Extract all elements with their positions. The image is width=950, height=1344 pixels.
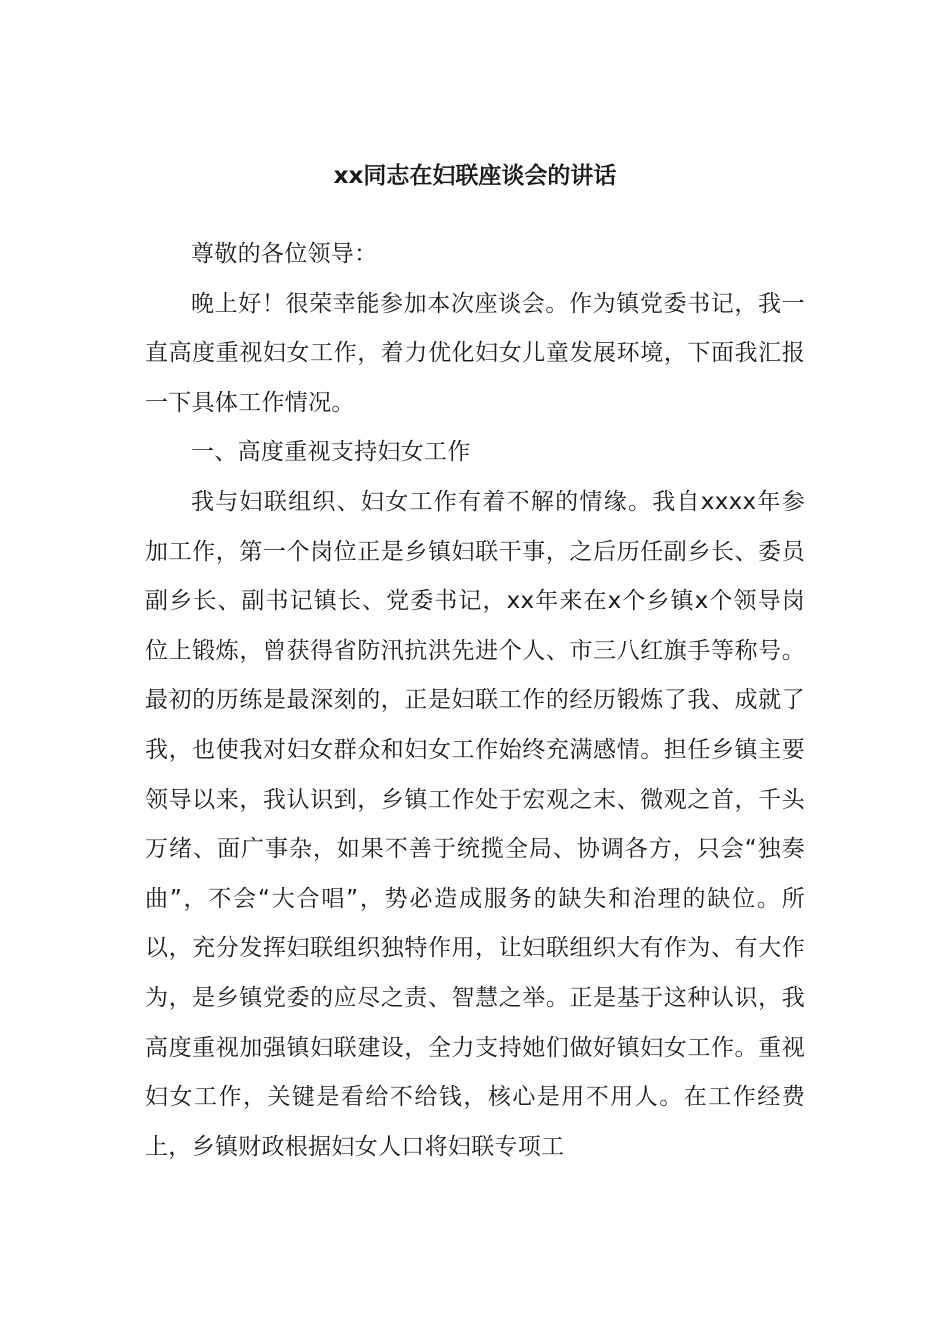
body-paragraph: 我与妇联组织、妇女工作有着不解的情缘。我自xxxx年参加工作，第一个岗位正是乡镇妇联干事，之后历任副乡长、委员副乡长、副书记镇长、党委书记，xx年来在x个乡镇x个领导岗位上锻炼，曾获得省防汛抗洪先进个人、市三八红旗手等称号。最初的历练是最深刻的，正是妇联工作的经历锻炼了我、成就了我，也使我对妇女群众和妇女工作始终充满感情。担任乡镇主要领导以来，我认识到，乡镇工作处于宏观之末、微观之首，千头万绪、面广事杂，如果不善于统揽全局、协调各方，只会“独奏曲”，不会“大合唱”，势必造成服务的缺失和治理的缺位。所以，充分发挥妇联组织独特作用，让妇联组织大有作为、有大作为，是乡镇党委的应尽之责、智慧之举。正是基于这种认识，我高度重视加强镇妇联建设，全力支持她们做好镇妇女工作。重视妇女工作，关键是看给不给钱，核心是用不用人。在工作经费上，乡镇财政根据妇女人口将妇联专项工	[145, 488, 805, 1160]
greeting-paragraph: 晚上好！很荣幸能参加本次座谈会。作为镇党委书记，我一直高度重视妇女工作，着力优化妇女儿童发展环境，下面我汇报一下具体工作情况。	[145, 290, 805, 416]
salutation-paragraph: 尊敬的各位领导：	[191, 241, 378, 267]
document-title: xx同志在妇联座谈会的讲话	[333, 163, 617, 189]
section-heading: 一、高度重视支持妇女工作	[191, 439, 471, 466]
document-body	[145, 230, 805, 1172]
